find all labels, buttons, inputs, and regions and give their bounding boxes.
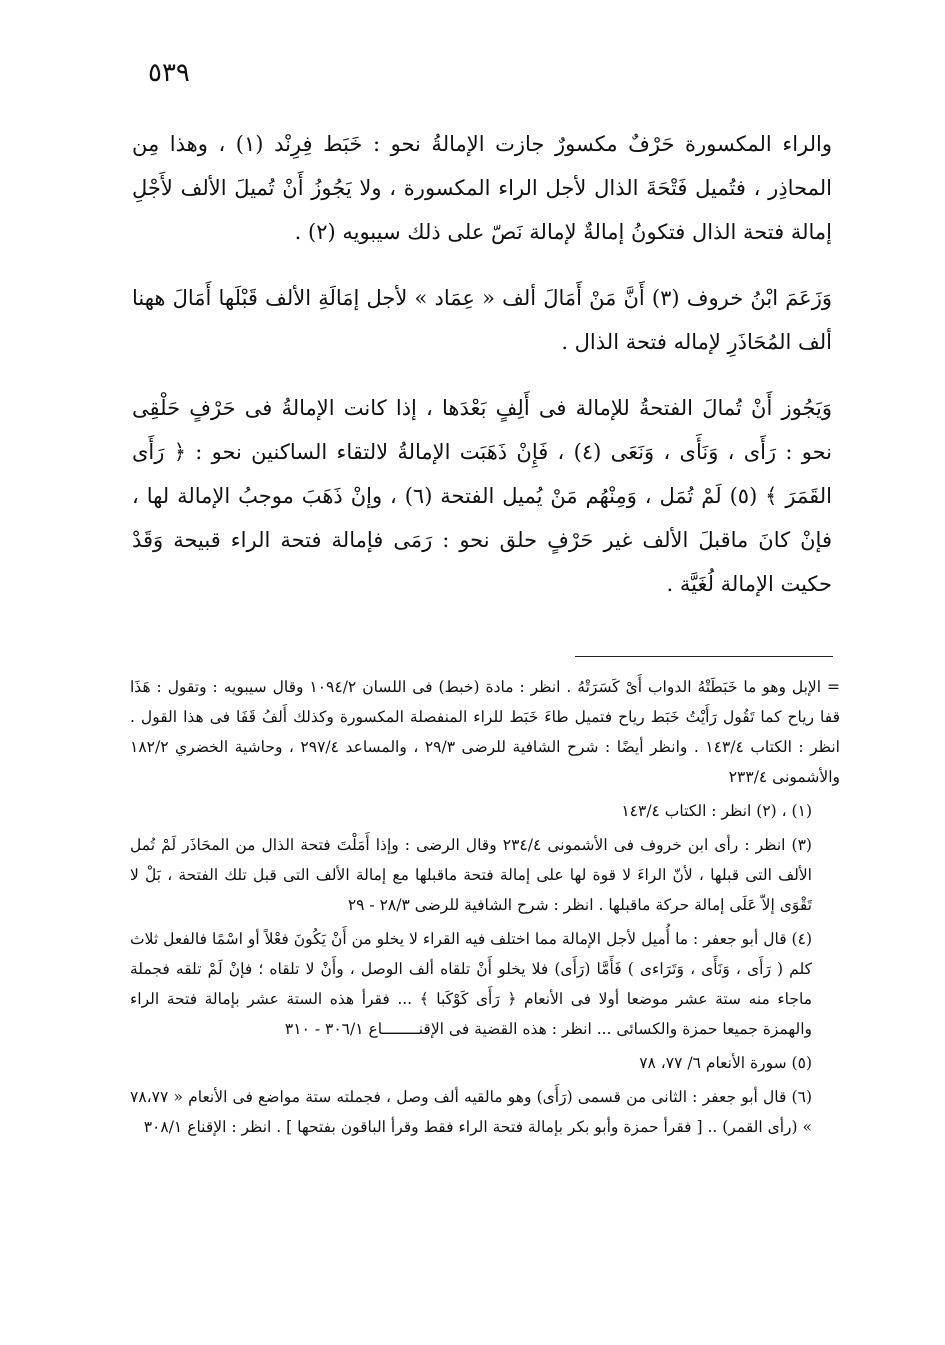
footnote: (٥) سورة الأنعام ٦/ ٧٧، ٧٨: [639, 1054, 812, 1072]
footnote: (١) ، (٢) انظر : الكتاب ١٤٣/٤: [621, 802, 812, 820]
footnote: (٣) انظر : رأى ابن خروف فى الأشمونى ٢٣٤/٤ وقال الرضى : وإذا أَمَلْتَ فتحة الذال من المحَاذَر لَمْ تُمل الألف التى قبلها ، لأنّ الراءَ لا قوة لها على إمالة فتحة ماقبلها مع إمالة الألف التى قبل تلك الفتحة ، بَلْ لا تَقْوَى إلاّ عَلَى إمالة حركة ماقبلها . انظر : شرح الشافية للرضى ٢٨/٣ - ٢٩: [130, 836, 812, 914]
paragraph: وَزَعَمَ ابْنُ خروف (٣) أَنَّ مَنْ أَمَالَ ألف « عِمَاد » لأجل إمَالَةِ الألف قَبْلَها أَمَالَ ههنا ألف المُحَاذَرِ لإماله فتحة الذال .: [132, 286, 832, 354]
paragraph: والراء المكسورة حَرْفٌ مكسورٌ جازت الإمالةُ نحو : خَبَط فِرِنْد (١) ، وهذا مِن المحاذِر ، فتُميل فَتْحَةَ الذال لأجل الراء المكسورة ، ولا يَجُوزُ أَنْ تُميلَ الألف لأَجْلِ إمالة فتحة الذال فتكونُ إمالةٌ لإمالة نَصّ على ذلك سيبويه (٢) .: [132, 132, 832, 244]
footnote-divider: [575, 656, 833, 657]
footnotes: [130, 672, 840, 1146]
paragraph: وَيَجُوز أَنْ تُمالَ الفتحةُ للإمالة فى أَلِفٍ بَعْدَها ، إذا كانت الإمالةُ فى حَرْفٍ حَلْقِى نحو : رَأَى ، وَنَأَى ، وَنَعَى (٤) ، فَإِنْ ذَهَبَت الإمالةُ لالتقاء الساكنين نحو : ﴿ رَأَى القَمَرَ ﴾ (٥) لَمْ تُمَل ، وَمِنْهُم مَنْ يُميل الفتحة (٦) ، وإنْ ذَهَبَ موجبُ الإمالة لها ، فإنْ كانَ ماقبلَ الألف غير حَرْفٍ حلق نحو : رَمَى فإمالة فتحة الراء قبيحة وَقَدْ حكيت الإمالة لُغَيَّة .: [132, 396, 832, 596]
main-text: [132, 122, 832, 628]
footnote: (٤) قال أبو جعفر : ما أُميل لأجل الإمالة مما اختلف فيه القراء لا يخلو من أَنْ يَكُونَ فعْلاً أو اسْمًا فالفعل ثلاث كلم ( رَأَى ، وَنَأَى ، وَتَرَاءى ) فَأَمَّا (رَأَى) فلا يخلو أَنْ تلقاه ألف الوصل ، وأَنْ لا تلقاه ؛ فإنْ لَمْ تلقه فجملة ماجاء منه ستة عشر موضعا أولا فى الأنعام ﴿ رَأَى كَوْكَبا ﴾ ... فقرأ هذه الستة عشر بإمالة فتحة الراء والهمزة جميعا حمزة والكسائى ... انظر : هذه القضية فى الإقنــــــــاع ٣٠٦/١ - ٣١٠: [130, 930, 812, 1038]
page-number: ٥٣٩: [148, 58, 190, 88]
footnote: (٦) قال أبو جعفر : الثانى من قسمى (رَأَى) وهو مالقيه ألف وصل ، فجملته ستة مواضع فى الأنعام « ٧٨،٧٧ » (رأى القمر) .. [ فقرأ حمزة وأبو بكر بإمالة فتحة الراء فقط وقرأ الباقون بفتحها ] . انظر : الإقناع ٣٠٨/١: [130, 1088, 812, 1136]
footnote: = الإبل وهو ما خَبَطَتْهُ الدواب أَىْ كَسَرَتْهُ . انظر : مادة (خبط) فى اللسان ١٠٩٤/٢ وقال سيبويه : وتقول : هَذَا قفا رياح كما تَقُول رَأَيْتُ خَبَط رياح فتميل طاءَ خَبَط للراء المنفصلة المكسورة وكذلك أَلفُ قَفَا فى هذا القول . انظر : الكتاب ١٤٣/٤ . وانظر أيضًا : شرح الشافية للرضى ٢٩/٣ ، والمساعد ٢٩٧/٤ ، وحاشية الخضري ١٨٢/٢ والأشمونى ٢٣٣/٤: [130, 678, 840, 786]
